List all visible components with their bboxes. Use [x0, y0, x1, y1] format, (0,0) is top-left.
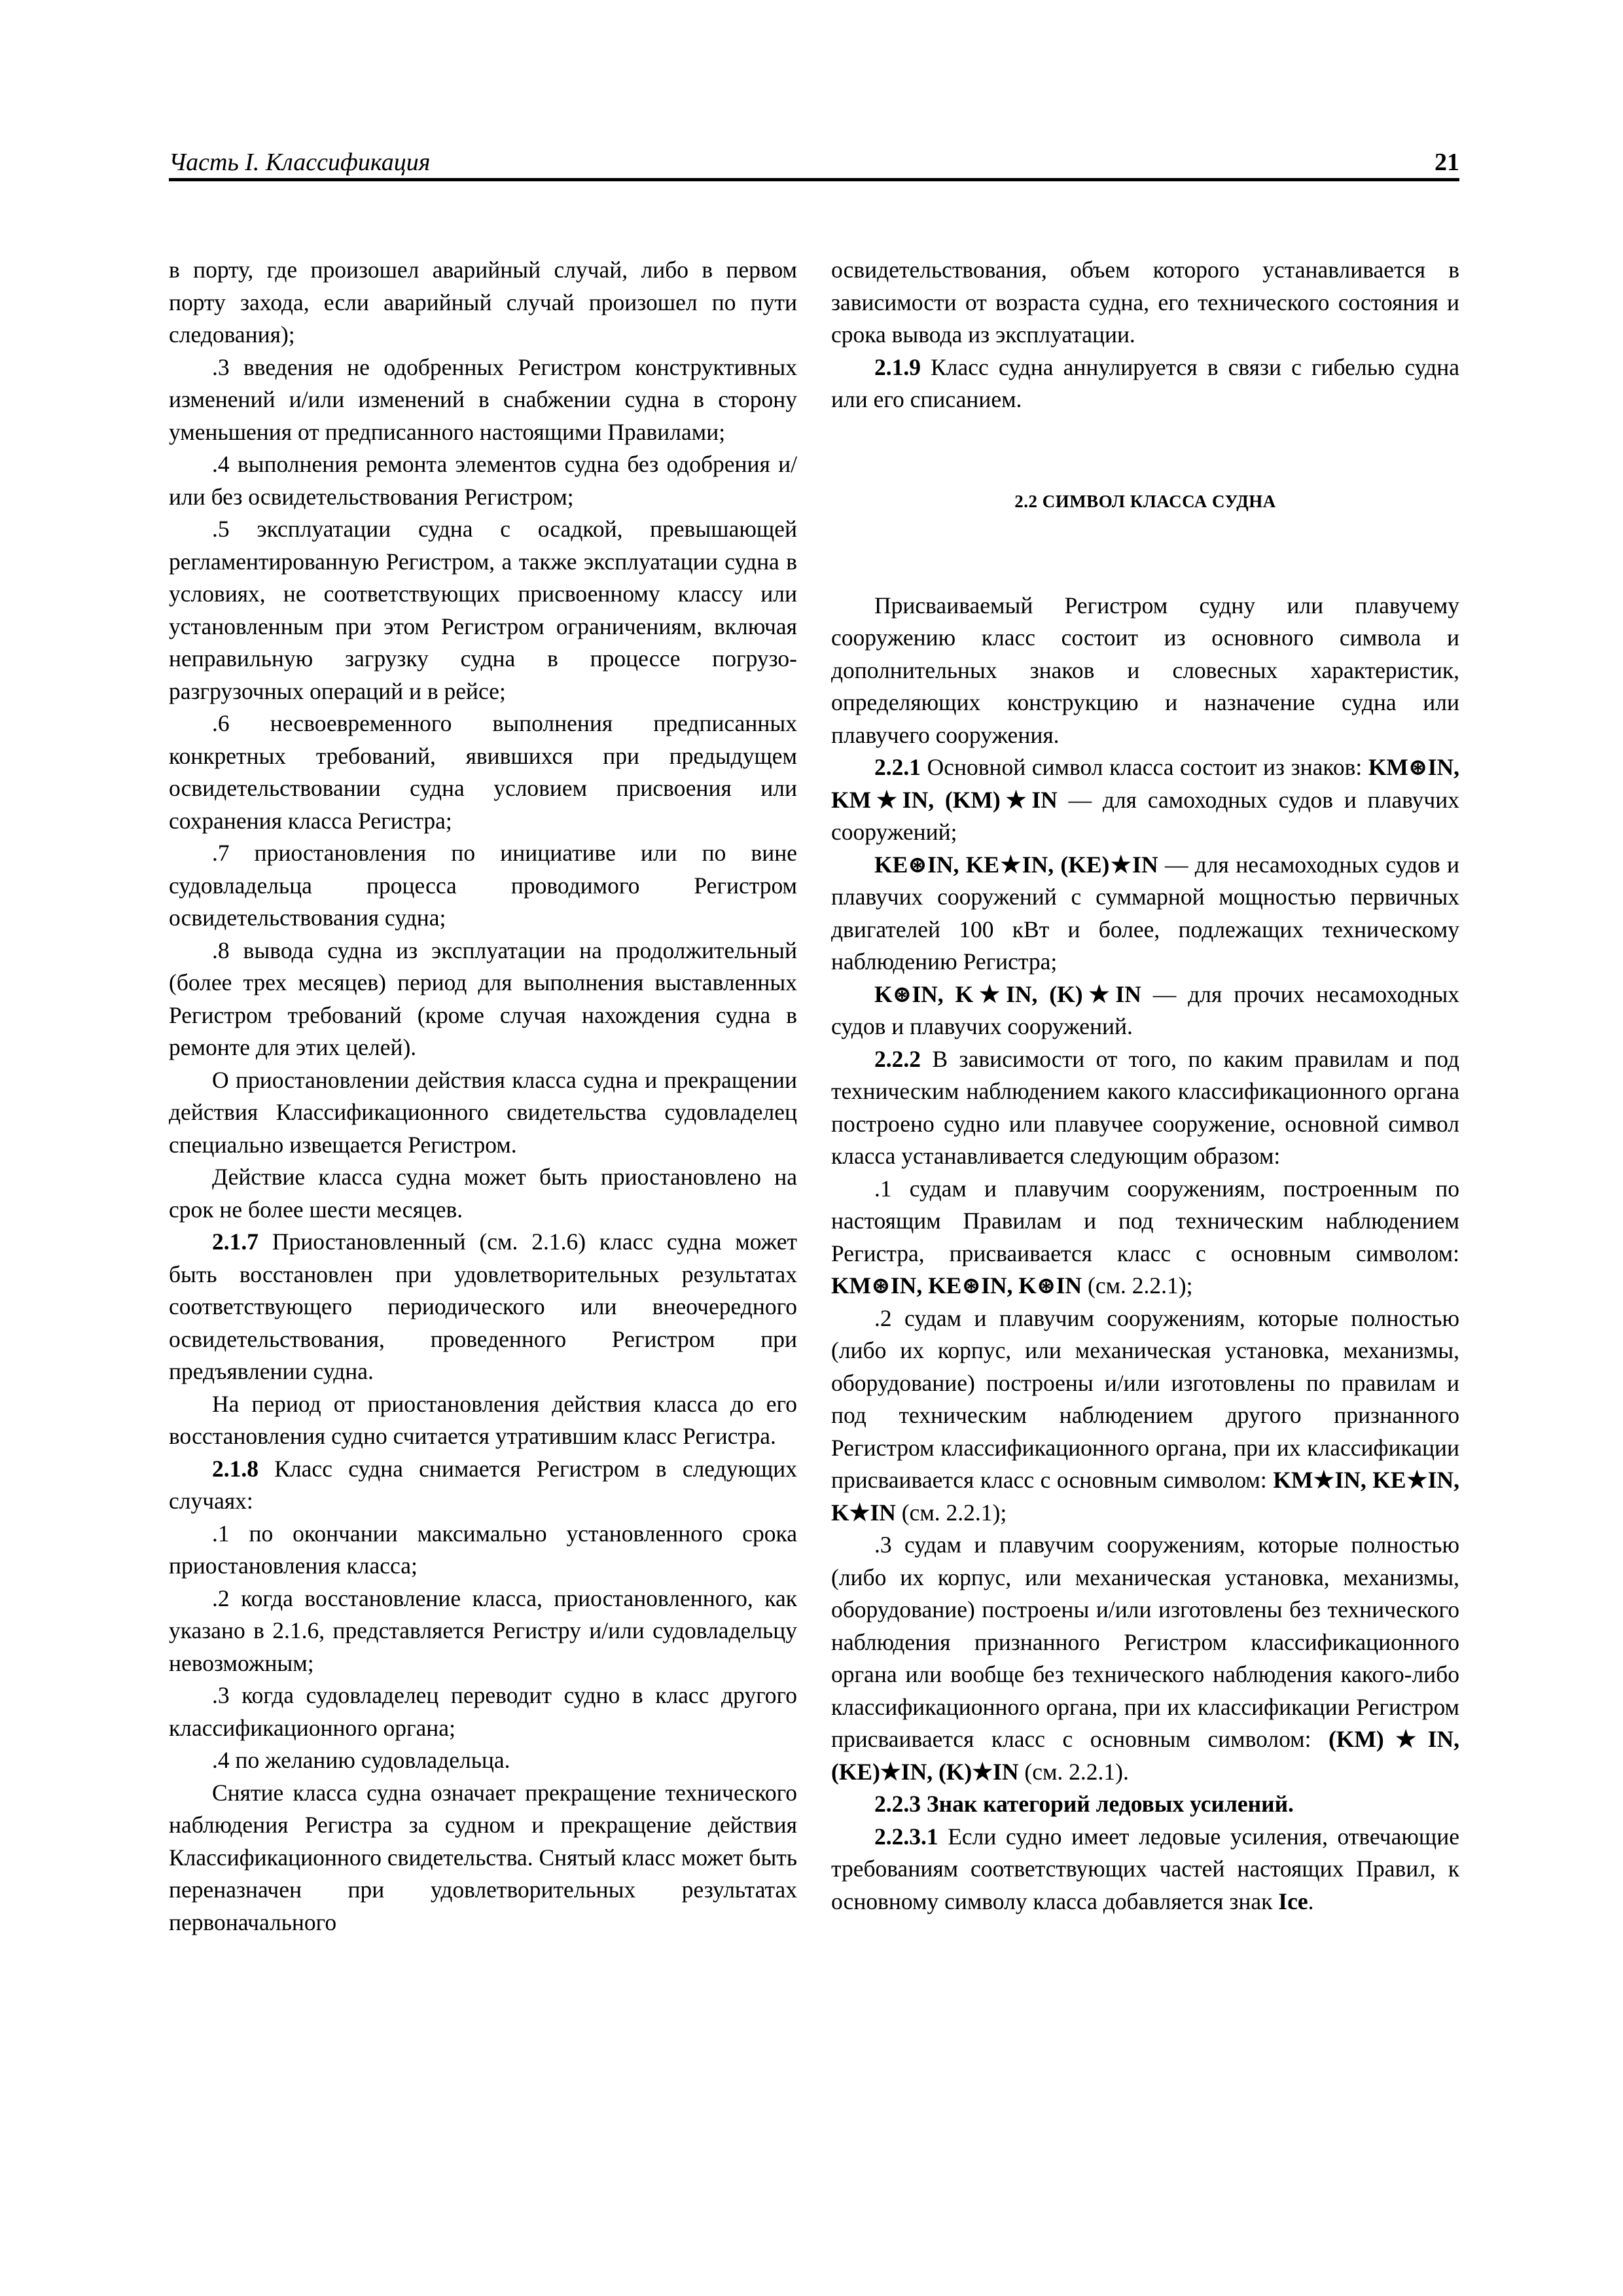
clause-number: 2.1.9 — [874, 353, 921, 380]
clause-text: Приостановленный (см. 2.1.6) класс судна может быть восстановлен при удовлетворительных результатах соответствующего периодического или внеочередного освидетельствования, проведенного Регистром при предъявлении судна. — [169, 1229, 798, 1384]
paragraph-2-2-3: 2.2.3 Знак категорий ледовых усилений. — [874, 1791, 1294, 1817]
paragraph-2-1-8 — [169, 1453, 797, 1518]
clause-text: (см. 2.2.1); — [895, 1499, 1007, 1526]
class-symbol: (KM)★IN, (KE)★IN, (K)★IN — [831, 1726, 1460, 1785]
paragraph: .4 по желанию судовладельца. — [212, 1747, 510, 1773]
clause-number: 2.1.7 — [212, 1229, 259, 1255]
clause-text: В зависимости от того, по каким правилам и под техническим наблюдением какого классификационного органа построено судно или плавучее сооружение, основной символ класса устанавливается следующим образом: — [831, 1045, 1459, 1169]
clause-text: — для прочих несамоходных судов и плавучих сооружений. — [831, 980, 1459, 1039]
paragraph-2-1-9 — [831, 351, 1459, 416]
clause-text: (см. 2.2.1); — [1082, 1272, 1193, 1299]
clause-number: 2.2.3.1 — [874, 1823, 938, 1850]
paragraph: .7 приостановления по инициативе или по вине судовладельца процесса проводимого Регистром освидетельствования судна; — [169, 840, 797, 931]
class-symbol: KE⊛IN, KE★IN, (KE)★IN — [874, 851, 1158, 878]
header-part-title: Часть I. Классификация — [169, 149, 431, 176]
paragraph: Действие класса судна может быть приостановлено на срок не более шести месяцев. — [169, 1164, 797, 1223]
clause-text: — для самоходных судов и плавучих сооружений; — [831, 786, 1459, 845]
paragraph: .3 когда судовладелец переводит судно в класс другого классификационного органа; — [169, 1682, 797, 1741]
running-header — [169, 145, 1459, 182]
paragraph: .3 введения не одобренных Регистром конструктивных изменений и/или изменений в снабжении судна в сторону уменьшения от предписанного настоящими Правилами; — [169, 353, 797, 445]
left-column — [169, 254, 797, 1939]
clause-number: 2.2.1 — [874, 754, 921, 780]
paragraph: О приостановлении действия класса судна и прекращении действия Классификационного свидетельства судовладелец специально извещается Регистром. — [169, 1066, 797, 1158]
clause-text: Класс судна аннулируется в связи с гибелью судна или его списанием. — [831, 353, 1459, 412]
paragraph: в порту, где произошел аварийный случай, либо в первом порту захода, если аварийный случай произошел по пути следования); — [169, 257, 797, 348]
header-rule — [169, 178, 1459, 181]
clause-number: 2.2.2 — [874, 1045, 921, 1072]
clause-number: 2.1.8 — [212, 1455, 259, 1482]
clause-text: .3 судам и плавучим сооружениям, которые полностью (либо их корпус, или механическая установка, механизмы, оборудование) построены и/или изготовлены без технического наблюдения признанного Регистром классификационного органа или вообще без технического наблюдения какого-либо классификационного органа, при их классификации Регистром присваивается класс с основным символом: — [831, 1532, 1459, 1752]
ice-mark: Ice — [1278, 1888, 1308, 1914]
paragraph-2-2-1 — [831, 751, 1459, 849]
clause-text: .1 судам и плавучим сооружениям, построенным по настоящим Правилам и под техническим наблюдением Регистра, присваивается класс с основным символом: — [831, 1175, 1459, 1266]
class-symbol: KM⊛IN, KM★IN, (KM)★IN — [831, 754, 1460, 813]
paragraph-2-2-3-1 — [831, 1821, 1459, 1918]
paragraph — [831, 1529, 1459, 1788]
paragraph: .6 несвоевременного выполнения предписанных конкретных требований, явившихся при предыдущем освидетельствовании судна условием присвоения или сохранения класса Регистра; — [169, 710, 797, 834]
right-column — [831, 254, 1459, 1918]
paragraph: .1 по окончании максимально установленного срока приостановления класса; — [169, 1520, 797, 1579]
clause-text: Основной символ класса состоит из знаков: — [927, 754, 1363, 780]
class-symbol: K⊛IN, K★IN, (K)★IN — [874, 980, 1141, 1007]
paragraph: .8 вывода судна из эксплуатации на продолжительный (более трех месяцев) период для выполнения выставленных Регистром требований (кроме случая нахождения судна в ремонте для этих целей). — [169, 937, 797, 1060]
clause-text: — для несамоходных судов и плавучих сооружений с суммарной мощностью первичных двигателей 100 кВт и более, подлежащих техническому наблюдению Регистра; — [831, 851, 1459, 975]
paragraph: Снятие класса судна означает прекращение технического наблюдения Регистра за судном и прекращение действия Классификационного свидетельства. Снятый класс может быть переназначен при удовлетворительных результатах первоначального — [169, 1779, 798, 1935]
paragraph-2-2-2 — [831, 1043, 1459, 1173]
paragraph: Присваиваемый Регистром судну или плавучему сооружению класс состоит из основного символа и дополнительных знаков и словесных характеристик, определяющих конструкцию и назначение судна или плавучего сооружения. — [831, 592, 1459, 748]
paragraph: .5 эксплуатации судна с осадкой, превышающей регламентированную Регистром, а также эксплуатации судна в условиях, не соответствующих присвоенному классу или установленным при этом Регистром ограничениям, включая неправильную загрузку судна в процессе погрузо-разгрузочных операций и в рейсе; — [169, 516, 797, 704]
paragraph — [831, 978, 1459, 1043]
class-symbol: KM⊛IN, KE⊛IN, K⊛IN — [831, 1272, 1082, 1299]
clause-text: Класс судна снимается Регистром в следующих случаях: — [169, 1455, 797, 1514]
paragraph — [831, 849, 1459, 978]
paragraph — [831, 1302, 1459, 1530]
section-title: 2.2 СИМВОЛ КЛАССА СУДНА — [1014, 491, 1276, 511]
paragraph: .2 когда восстановление класса, приостановленного, как указано в 2.1.6, представляется Регистру и/или судовладельцу невозможным; — [169, 1585, 797, 1676]
clause-text: Если судно имеет ледовые усиления, отвечающие требованиям соответствующих частей настоящих Правил, к основному символу класса добавляется знак — [831, 1823, 1459, 1914]
clause-text: .2 судам и плавучим сооружениям, которые полностью (либо их корпус, или механическая установка, механизмы, оборудование) построены и/или изготовлены по правилам и под техническим наблюдением другого признанного Регистром классификационного органа, при их классификации присваивается класс с основным символом: — [831, 1304, 1459, 1493]
clause-text: . — [1308, 1888, 1314, 1914]
paragraph: На период от приостановления действия класса до его восстановления судно считается утратившим класс Регистра. — [169, 1390, 797, 1449]
class-symbol: KM★IN, KE★IN, K★IN — [831, 1467, 1460, 1526]
paragraph: .4 выполнения ремонта элементов судна без одобрения и/или без освидетельствования Регистром; — [169, 451, 797, 510]
paragraph: освидетельствования, объем которого устанавливается в зависимости от возраста судна, его технического состояния и срока вывода из эксплуатации. — [831, 257, 1459, 348]
paragraph-2-1-7 — [169, 1226, 797, 1388]
paragraph — [831, 1173, 1459, 1302]
clause-text: (см. 2.2.1). — [1018, 1758, 1129, 1785]
page-number: 21 — [1435, 149, 1459, 176]
